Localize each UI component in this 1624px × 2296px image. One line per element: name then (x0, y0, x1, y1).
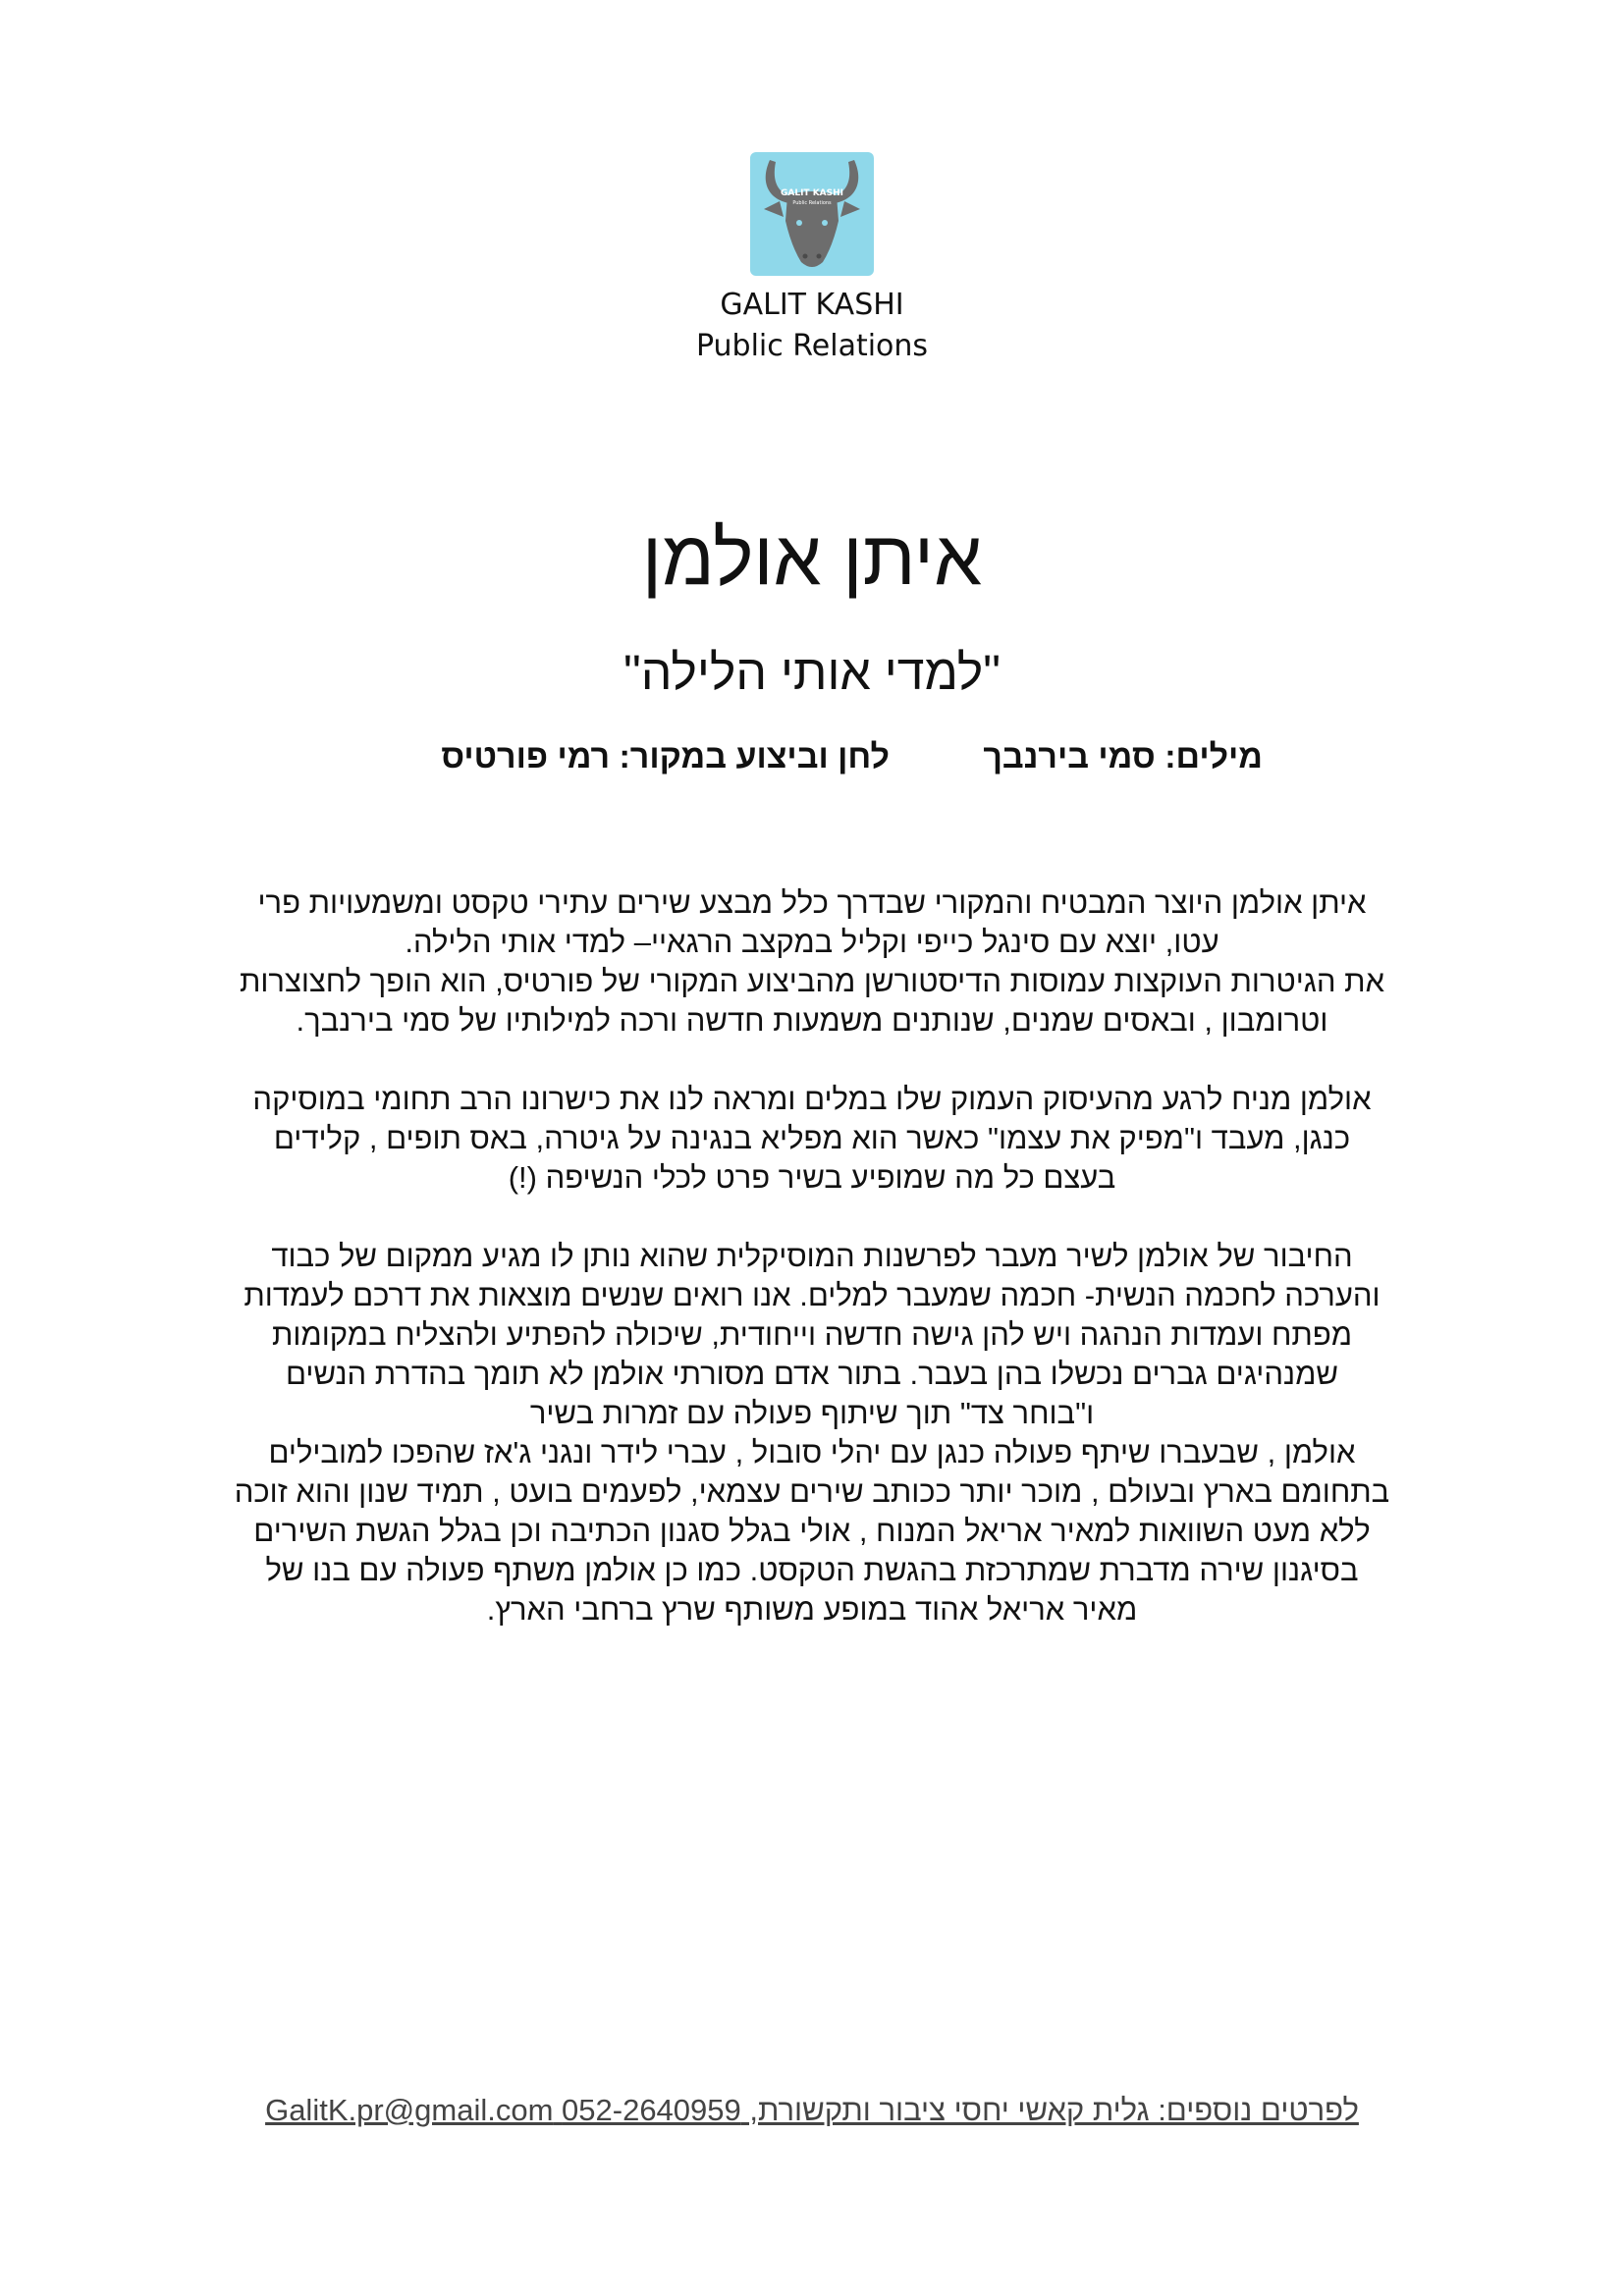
logo-label-top: GALIT KASHI (780, 188, 844, 198)
logo-label-bottom: Public Relations (792, 200, 832, 206)
brand-name (0, 285, 1624, 367)
page-title: איתן אולמן (641, 514, 983, 601)
body-line: עטו, יוצא עם סינגל כייפי וקליל במקצב הרגאיי– למדי אותי הלילה. (405, 925, 1219, 959)
credit-lyrics: מילים: סמי בירנבך (983, 738, 1263, 775)
paragraph-2 (147, 1080, 1477, 1198)
body-line: אולמן מניח לרגע מהעיסוק העמוק שלו במלים ומראה לנו את כישרונו הרב תחומי במוסיקה (252, 1082, 1372, 1116)
body-line: כנגן, מעבד ו"מפיק את עצמו" כאשר הוא מפליא בנגינה על גיטרה, באס תופים , קלידים (273, 1121, 1351, 1155)
body-line: מפתח ועמדות הנהגה ויש להן גישה חדשה וייחודית, שיכולה להפתיע ולהצליח במקומות (271, 1317, 1353, 1352)
body-line: מאיר אריאל אהוד במופע משותף שרץ ברחבי הארץ. (486, 1592, 1138, 1627)
body-line: איתן אולמן היוצר המבטיח והמקורי שבדרך כלל מבצע שירים עתירי טקסט ומשמעויות פרי (257, 885, 1367, 920)
body-line: אולמן , שבעברו שיתף פעולה כנגן עם יהלי סובול , עברי לידר ונגני ג'אז שהפכו למובילים (268, 1435, 1356, 1469)
contact-link[interactable]: לפרטים נוספים: גלית קאשי יחסי ציבור ותקשורת, 052-2640959 GalitK.pr@gmail.com (265, 2093, 1359, 2127)
bull-head-icon (750, 152, 874, 276)
credit-music: לחן וביצוע במקור: רמי פורטיס (441, 738, 890, 775)
paragraph-1 (147, 883, 1477, 1041)
press-release-body (147, 883, 1477, 1669)
body-line: ו"בוחר צד" תוך שיתוף פעולה עם זמרות בשיר (529, 1396, 1095, 1430)
paragraph-3 (147, 1237, 1477, 1629)
brand-line-2: Public Relations (695, 329, 929, 363)
song-title: "למדי אותי הלילה" (623, 645, 1001, 700)
logo-box (750, 152, 874, 276)
footer (0, 2089, 1624, 2132)
brand-line-1: GALIT KASHI (720, 288, 904, 322)
body-line: בתחומם בארץ ובעולם , מוכר יותר ככותב שירים עצמאי, לפעמים בועט , תמיד שנון והוא זוכה (234, 1474, 1390, 1509)
body-line: וטרומבון , ובאסים שמנים, שנותנים משמעות חדשה ורכה למילותיו של סמי בירנבך. (296, 1003, 1328, 1038)
body-line: החיבור של אולמן לשיר מעבר לפרשנות המוסיקלית שהוא נותן לו מגיע ממקום של כבוד (271, 1239, 1353, 1273)
body-line: ללא מעט השוואות למאיר אריאל המנוח , אולי בגלל סגנון הכתיבה וכן בגלל הגשת השירים (253, 1514, 1371, 1548)
body-line: את הגיטרות העוקצות עמוסות הדיסטורשן מהביצוע המקורי של פורטיס, הוא הופך לחצוצרות (239, 964, 1385, 998)
body-line: שמנהיגים גברים נכשלו בהן בעבר. בתור אדם מסורתי אולמן לא תומך בהדרת הנשים (286, 1357, 1338, 1391)
body-line: והערכה לחכמה הנשית- חכמה שמעבר למלים. אנו רואים שנשים מוצאות את דרכם לעמדות (244, 1278, 1380, 1312)
body-line: בסיגנון שירה מדברת שמתרכזת בהגשת הטקסט. כמו כן אולמן משתף פעולה עם בנו של (265, 1553, 1359, 1587)
body-line: בעצם כל מה שמופיע בשיר פרט לכלי הנשיפה (!) (508, 1160, 1116, 1195)
logo (0, 152, 1624, 280)
